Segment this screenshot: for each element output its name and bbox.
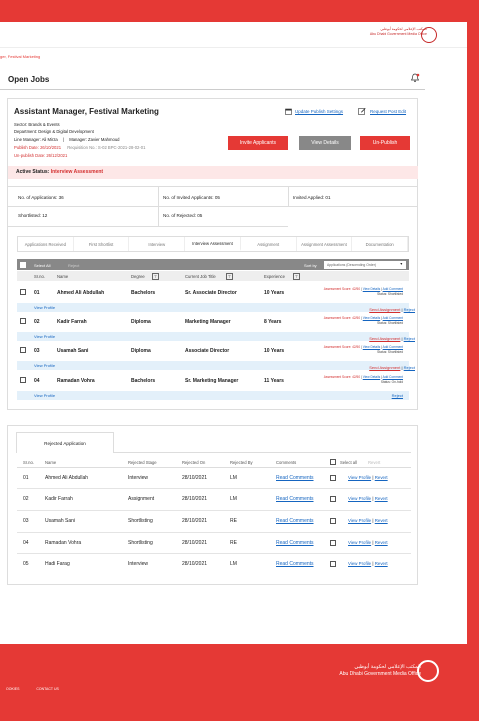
requisition-number: Requisition No.: S-02 BPC-2021-28-02-01 <box>67 145 146 150</box>
separator: | <box>372 561 374 566</box>
revert-link[interactable]: Revert <box>374 561 388 566</box>
department: Department: Design & Digital Development <box>14 129 94 134</box>
col-degree: Degree <box>131 274 145 279</box>
separator: | <box>372 540 374 545</box>
select-all-label[interactable]: Select All <box>34 262 51 268</box>
view-profile-link[interactable]: View Profile <box>34 363 56 368</box>
candidate-number: 02 <box>34 319 40 325</box>
footer-cookies-link[interactable]: OOKIES <box>6 687 20 691</box>
view-details-link[interactable]: View Details <box>362 287 381 291</box>
rej-select-all-checkbox[interactable] <box>330 459 336 465</box>
assessment-score: Assessment Score: 42/50 <box>323 375 361 379</box>
send-assignment-link[interactable]: Send Assignment <box>369 336 401 341</box>
line-manager-value: Line Manager: Ali Mirza <box>14 137 58 142</box>
candidate-status: Status: Shortlisted <box>377 291 403 296</box>
candidate-checkbox[interactable] <box>20 289 26 295</box>
view-details-link[interactable]: View Details <box>362 345 381 349</box>
rejected-row <box>17 511 411 533</box>
stats-divider <box>288 186 289 206</box>
candidate-action-links <box>369 336 415 341</box>
assessment-score: Assessment Score: 42/50 <box>323 316 361 320</box>
separator: | <box>372 496 374 501</box>
stats-divider <box>8 226 288 227</box>
send-assignment-link[interactable]: Send Assignment <box>369 365 401 370</box>
col-srno: Sr.no. <box>34 274 45 279</box>
candidate-name: Ahmed Ali Abdullah <box>57 290 105 296</box>
reject-selected-button[interactable]: Reject <box>68 262 80 268</box>
candidate-experience: 10 Years <box>264 348 285 354</box>
header-logo[interactable] <box>370 27 427 37</box>
add-comment-link[interactable]: Add Comment <box>382 287 403 291</box>
candidate-name: Ramadan Vohra <box>57 378 95 384</box>
candidate-status: Status: On-hold <box>380 379 403 384</box>
rej-col-srno: Sr.no. <box>23 460 34 465</box>
rej-date: 28/10/2021 <box>182 540 208 546</box>
rej-col-name: Name <box>45 460 57 465</box>
sector: Sector: Brands & Events <box>14 122 60 127</box>
col-experience: Experience <box>264 274 285 279</box>
tab-interview[interactable]: Interview <box>129 237 185 251</box>
stat-shortlisted: Shortlisted: 12 <box>18 213 48 218</box>
separator: | <box>360 287 362 291</box>
candidate-score <box>324 287 403 296</box>
candidate-status: Status: Shortlisted <box>377 349 403 354</box>
read-comments-link[interactable]: Read Comments <box>276 496 314 502</box>
tab-rejected-application[interactable]: Rejected Application <box>16 432 114 453</box>
sort-by-label: Sort by <box>304 262 317 268</box>
rej-select-all-label[interactable]: Select all <box>340 460 357 465</box>
rej-by: LM <box>230 496 237 502</box>
rej-date: 28/10/2021 <box>182 561 208 567</box>
rej-number: 02 <box>23 496 29 502</box>
logo-text-ar: المكتب الإعلامي لحكومة أبوظبي <box>380 27 427 31</box>
revert-link[interactable]: Revert <box>374 540 388 545</box>
candidate-actions-row <box>17 361 409 370</box>
stats-divider <box>8 186 418 187</box>
footer-logo-en: Abu Dhabi Government Media Office <box>339 671 421 677</box>
rej-stage: Shortlisting <box>128 518 153 524</box>
rej-name: Kadir Farrah <box>45 496 73 502</box>
view-profile-link[interactable]: View Profile <box>348 561 372 566</box>
view-profile-link[interactable]: View Profile <box>34 305 56 310</box>
rej-col-by: Rejected By <box>230 460 253 465</box>
separator: | <box>372 518 374 523</box>
rej-number: 01 <box>23 475 29 481</box>
unpublish-date: Un-publish Date: 26/12/2021 <box>14 153 68 158</box>
separator: | <box>360 375 362 379</box>
rej-stage: Interview <box>128 475 149 481</box>
candidate-score <box>324 345 403 354</box>
request-post-edit-link[interactable]: Request Post Edit <box>370 109 407 114</box>
read-comments-link[interactable]: Read Comments <box>276 540 314 546</box>
update-publish-settings-link[interactable]: Update Publish Settings <box>295 109 344 114</box>
job-title-filter-icon[interactable]: ⊤ <box>227 273 232 279</box>
view-profile-link[interactable]: View Profile <box>34 334 56 339</box>
rej-name: Usamah Sani <box>45 518 76 524</box>
footer-logo[interactable] <box>339 664 421 678</box>
candidate-job-title: Sr. Associate Director <box>185 290 237 296</box>
candidate-action-links <box>369 365 415 370</box>
candidate-checkbox[interactable] <box>20 347 26 353</box>
tab-assignment-assessment[interactable]: Assignment Assessment <box>297 237 353 251</box>
candidate-actions-row <box>17 303 409 312</box>
candidate-number: 01 <box>34 290 40 296</box>
rej-row-checkbox[interactable] <box>330 475 336 481</box>
send-assignment-link[interactable]: Send Assignment <box>369 307 401 312</box>
candidate-score <box>324 316 403 325</box>
candidate-row <box>17 314 409 331</box>
rejected-row <box>17 533 411 554</box>
rejected-row <box>17 554 411 576</box>
candidate-job-title: Marketing Manager <box>185 319 231 325</box>
rej-number: 04 <box>23 540 29 546</box>
candidate-row <box>17 343 409 360</box>
candidate-degree: Bachelors <box>131 378 156 384</box>
rej-name: Ramadan Vohra <box>45 540 82 546</box>
rej-number: 05 <box>23 561 29 567</box>
line-manager: Line Manager: Ali Mirza | Manager: Zavier Mahmoud <box>14 137 120 142</box>
stat-rejected: No. of Rejected: 05 <box>163 213 203 218</box>
rej-col-comments: Comments <box>276 460 297 465</box>
rej-row-checkbox[interactable] <box>330 518 336 524</box>
footer-contact-link[interactable]: CONTACT US <box>36 687 59 691</box>
candidate-degree: Diploma <box>131 348 151 354</box>
stat-invited: No. of Invited Applicants: 05 <box>163 195 220 200</box>
view-details-button[interactable]: View Details <box>299 136 351 150</box>
footer-emblem-icon <box>417 660 439 682</box>
select-all-checkbox[interactable] <box>20 262 26 268</box>
candidate-experience: 8 Years <box>264 319 282 325</box>
logo-emblem-icon <box>421 27 437 43</box>
separator: | <box>401 365 403 370</box>
read-comments-link[interactable]: Read Comments <box>276 518 314 524</box>
rejected-row <box>17 468 411 489</box>
tab-applications-received[interactable]: Applications Received <box>18 237 74 251</box>
active-status-value: Interview Assessment <box>50 169 104 175</box>
separator: | <box>401 336 403 341</box>
rej-number: 03 <box>23 518 29 524</box>
unpublish-button[interactable]: Un-Publish <box>360 136 410 150</box>
sort-select-value: Applications (Descending Order) <box>327 262 376 267</box>
rej-by: LM <box>230 475 237 481</box>
read-comments-link[interactable]: Read Comments <box>276 561 314 567</box>
candidate-name: Kadir Farrah <box>57 319 87 325</box>
candidate-experience: 10 Years <box>264 290 285 296</box>
calendar-icon <box>285 108 292 115</box>
separator: | <box>360 316 362 320</box>
rej-by: RE <box>230 540 237 546</box>
job-title: Assistant Manager, Festival Marketing <box>14 107 159 116</box>
revert-link[interactable]: Revert <box>374 518 388 523</box>
stat-invited-applied: Invited Applied: 01 <box>293 195 331 200</box>
footer-links <box>6 687 59 691</box>
rej-col-on: Rejected On <box>182 460 206 465</box>
breadcrumb[interactable]: ger, Festival Marketing <box>0 54 41 59</box>
candidate-actions-row <box>17 332 409 341</box>
publish-date-value: Publish Date: 26/10/2021 <box>14 145 62 150</box>
view-profile-link[interactable]: View Profile <box>348 496 372 501</box>
view-profile-link[interactable]: View Profile <box>348 518 372 523</box>
experience-filter-icon[interactable]: ⊤ <box>294 273 299 279</box>
manager-value: Manager: Zavier Mahmoud <box>69 137 120 142</box>
rej-date: 28/10/2021 <box>182 496 208 502</box>
rejected-row <box>17 489 411 511</box>
view-details-link[interactable]: View Details <box>362 316 381 320</box>
notification-bell-icon[interactable] <box>410 73 420 83</box>
candidate-row <box>17 285 409 302</box>
tab-documentation[interactable]: Documentation <box>352 237 408 251</box>
stat-applications: No. of Applications: 36 <box>18 195 64 200</box>
revert-link[interactable]: Revert <box>374 475 388 480</box>
list-toolbar <box>17 259 409 270</box>
tab-interview-assessment[interactable]: Interview Assessment <box>185 237 241 251</box>
separator: | <box>381 345 382 349</box>
candidate-checkbox[interactable] <box>20 377 26 383</box>
chevron-down-icon: ▼ <box>399 261 403 266</box>
candidate-number: 03 <box>34 348 40 354</box>
view-profile-link[interactable]: View Profile <box>348 475 372 480</box>
candidate-number: 04 <box>34 378 40 384</box>
stage-tabs <box>17 236 409 252</box>
rej-stage: Shortlisting <box>128 540 153 546</box>
col-name: Name <box>57 274 69 279</box>
edit-icon <box>358 107 366 115</box>
assessment-score: Assessment Score: 42/50 <box>323 345 361 349</box>
candidate-table-header <box>17 271 409 281</box>
add-comment-link[interactable]: Add Comment <box>382 316 403 320</box>
rej-row-checkbox[interactable] <box>330 496 336 502</box>
candidate-actions-row <box>17 391 409 400</box>
reject-link[interactable]: Reject <box>391 393 403 398</box>
rej-name: Hadi Farag <box>45 561 70 567</box>
revert-link[interactable]: Revert <box>374 496 388 501</box>
candidate-job-title: Associate Director <box>185 348 230 354</box>
invite-applicants-button[interactable]: Invite Applicants <box>228 136 288 150</box>
degree-filter-icon[interactable]: ⊤ <box>153 273 158 279</box>
view-details-link[interactable]: View Details <box>362 375 381 379</box>
rej-name: Ahmed Ali Abdullah <box>45 475 89 481</box>
rej-col-stage: Rejected Stage <box>128 460 157 465</box>
active-status-bar <box>8 166 418 179</box>
candidate-action-links <box>369 307 415 312</box>
rej-by: LM <box>230 561 237 567</box>
publish-date <box>14 145 145 150</box>
col-current-job-title: Current Job Title <box>185 274 216 279</box>
sort-select[interactable] <box>324 261 406 269</box>
title-divider <box>0 66 425 90</box>
tab-divider <box>114 452 411 453</box>
rej-row-checkbox[interactable] <box>330 561 336 567</box>
footer-logo-ar: المكتب الإعلامي لحكومة أبوظبي <box>354 664 421 670</box>
stats-divider <box>8 206 418 207</box>
view-profile-link[interactable]: View Profile <box>34 393 56 398</box>
separator: | <box>381 316 382 320</box>
rej-revert-button[interactable]: Revert <box>368 460 381 465</box>
candidate-degree: Bachelors <box>131 290 156 296</box>
add-comment-link[interactable]: Add Comment <box>382 345 403 349</box>
page-title: Open Jobs <box>8 75 50 84</box>
add-comment-link[interactable]: Add Comment <box>382 375 403 379</box>
candidate-degree: Diploma <box>131 319 151 325</box>
candidate-experience: 11 Years <box>264 378 284 384</box>
candidate-job-title: Sr. Marketing Manager <box>185 378 239 384</box>
reject-link[interactable]: Reject <box>403 365 415 370</box>
rej-row-checkbox[interactable] <box>330 540 336 546</box>
separator: | <box>360 345 362 349</box>
active-status-label: Active Status: <box>16 169 50 175</box>
rej-stage: Interview <box>128 561 149 567</box>
separator: | <box>401 307 403 312</box>
candidate-score <box>324 375 403 384</box>
assessment-score: Assessment Score: 42/50 <box>323 287 361 291</box>
candidate-name: Usamah Sani <box>57 348 89 354</box>
logo-text-en: Abu Dhabi Government Media Office <box>369 32 427 36</box>
candidate-row <box>17 373 409 390</box>
tab-first-shortlist[interactable]: First Shortlist <box>74 237 130 251</box>
candidate-status: Status: Shortlisted <box>377 320 403 325</box>
separator: | <box>381 375 382 379</box>
rej-by: RE <box>230 518 237 524</box>
candidate-checkbox[interactable] <box>20 318 26 324</box>
rej-stage: Assignment <box>128 496 155 502</box>
reject-link[interactable]: Reject <box>403 336 415 341</box>
reject-link[interactable]: Reject <box>403 307 415 312</box>
rej-date: 28/10/2021 <box>182 518 208 524</box>
separator: | <box>381 287 382 291</box>
view-profile-link[interactable]: View Profile <box>348 540 372 545</box>
separator: | <box>372 475 374 480</box>
rej-date: 28/10/2021 <box>182 475 208 481</box>
read-comments-link[interactable]: Read Comments <box>276 475 314 481</box>
tab-assignment[interactable]: Assignment <box>241 237 297 251</box>
